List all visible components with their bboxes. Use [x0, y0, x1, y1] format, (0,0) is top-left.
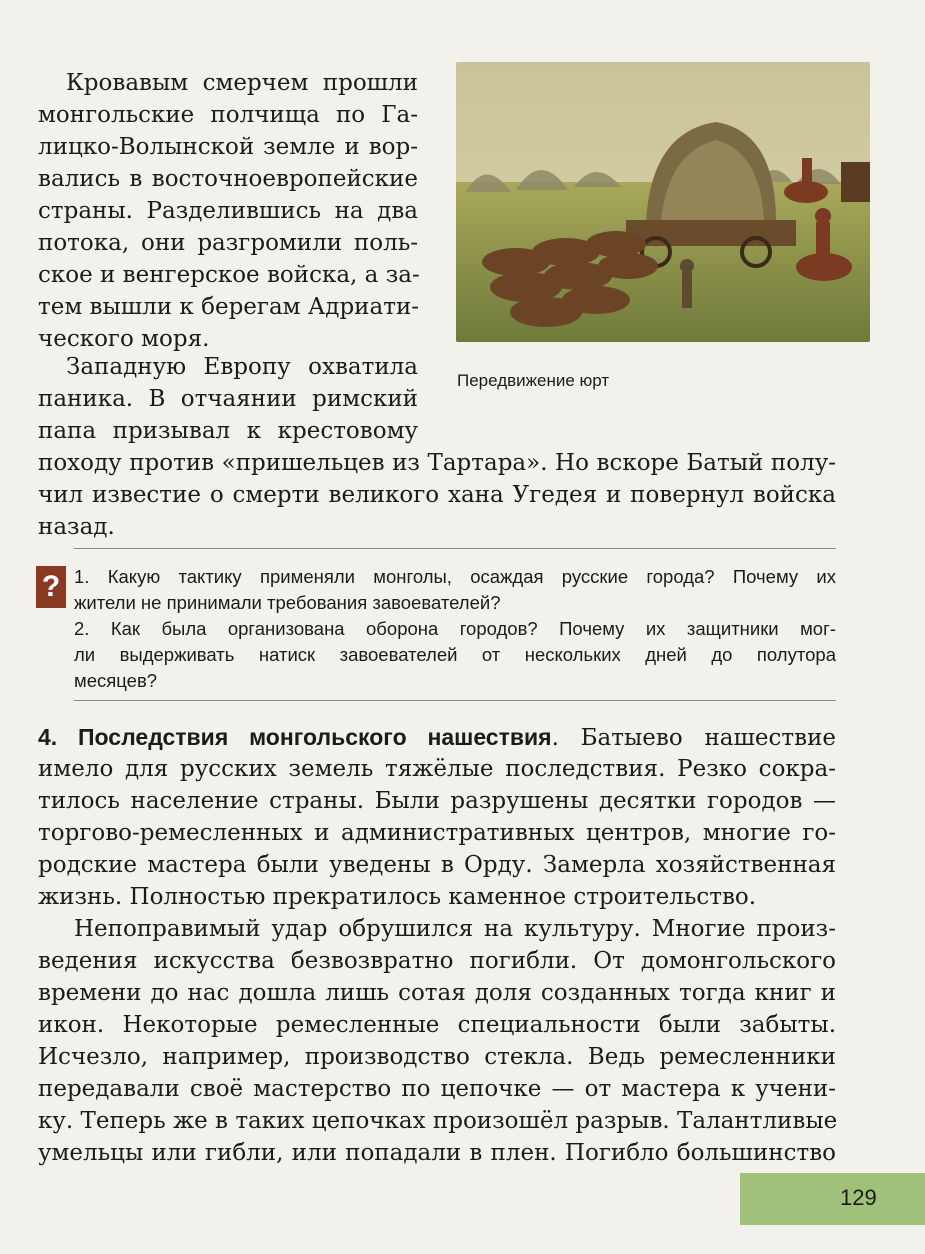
question-line: 1. Какую тактику применяли монголы, осаждая русские города? Почему их [74, 566, 836, 587]
question-line: ли выдерживать натиск завоевателей от нескольких дней до полутора [74, 644, 836, 665]
text-line: страны. Разделившись на два [38, 198, 418, 224]
text-line: имело для русских земель тяжёлые последствия. Резко сокра- [38, 756, 836, 782]
text-line: паника. В отчаянии римский [38, 386, 418, 412]
text-line: ческого моря. [38, 326, 210, 352]
text-line: потока, они разгромили поль- [38, 230, 418, 256]
question-line: жители не принимали требования завоевателей? [74, 592, 501, 613]
question-line: месяцев? [74, 670, 158, 691]
text-line: ведения искусства безвозвратно погибли. От домонгольского [38, 948, 836, 974]
text-line: монгольские полчища по Га- [38, 102, 418, 128]
question-line: 2. Как была организована оборона городов? Почему их защитники мог- [74, 618, 836, 639]
text-line: вались в восточноевропейские [38, 166, 418, 192]
text-line: передавали своё мастерство по цепочке — от мастера к учени- [38, 1076, 836, 1102]
section-heading-tail: . Батыево нашествие [551, 725, 837, 751]
text-line: родские мастера были уведены в Орду. Замерла хозяйственная [38, 852, 836, 878]
text-line: Кровавым смерчем прошли [66, 70, 418, 96]
divider [74, 548, 836, 549]
text-line: ское и венгерское войска, а за- [38, 262, 420, 288]
text-line: походу против «пришельцев из Тартара». Но вскоре Батый полу- [38, 450, 836, 476]
text-line: ку. Теперь же в таких цепочках произошёл разрыв. Талантливые [38, 1108, 838, 1134]
section-heading-line [38, 722, 836, 754]
page-number-bar [740, 1173, 925, 1225]
yurt-movement-illustration [456, 62, 870, 342]
text-line: жизнь. Полностью прекратилось каменное строительство. [38, 884, 757, 910]
text-line: чил известие о смерти великого хана Угедея и повернул войска [38, 482, 836, 508]
text-line: папа призывал к крестовому [38, 418, 418, 444]
divider [74, 700, 836, 701]
text-line: тилось население страны. Были разрушены десятки городов — [38, 788, 836, 814]
text-line: назад. [38, 514, 115, 540]
text-line: Исчезло, например, производство стекла. Ведь ремесленники [38, 1044, 836, 1070]
text-line: тем вышли к берегам Адриати- [38, 294, 420, 320]
figure-caption: Передвижение юрт [457, 371, 610, 390]
text-line: торгово-ремесленных и административных центров, многие го- [38, 820, 836, 846]
text-line: лицко-Волынской земле и вор- [38, 134, 418, 160]
text-line: Непоправимый удар обрушился на культуру. Многие произ- [74, 916, 836, 942]
page-number: 129 [840, 1185, 877, 1210]
question-icon: ? [36, 566, 66, 608]
text-line: Западную Европу охватила [66, 354, 418, 380]
section-heading: 4. Последствия монгольского нашествия [38, 724, 552, 750]
text-line: икон. Некоторые ремесленные специальности были забыты. [38, 1012, 836, 1038]
text-line: времени до нас дошла лишь сотая доля созданных тогда книг и [38, 980, 836, 1006]
text-line: умельцы или гибли, или попадали в плен. Погибло большинство [38, 1140, 836, 1166]
